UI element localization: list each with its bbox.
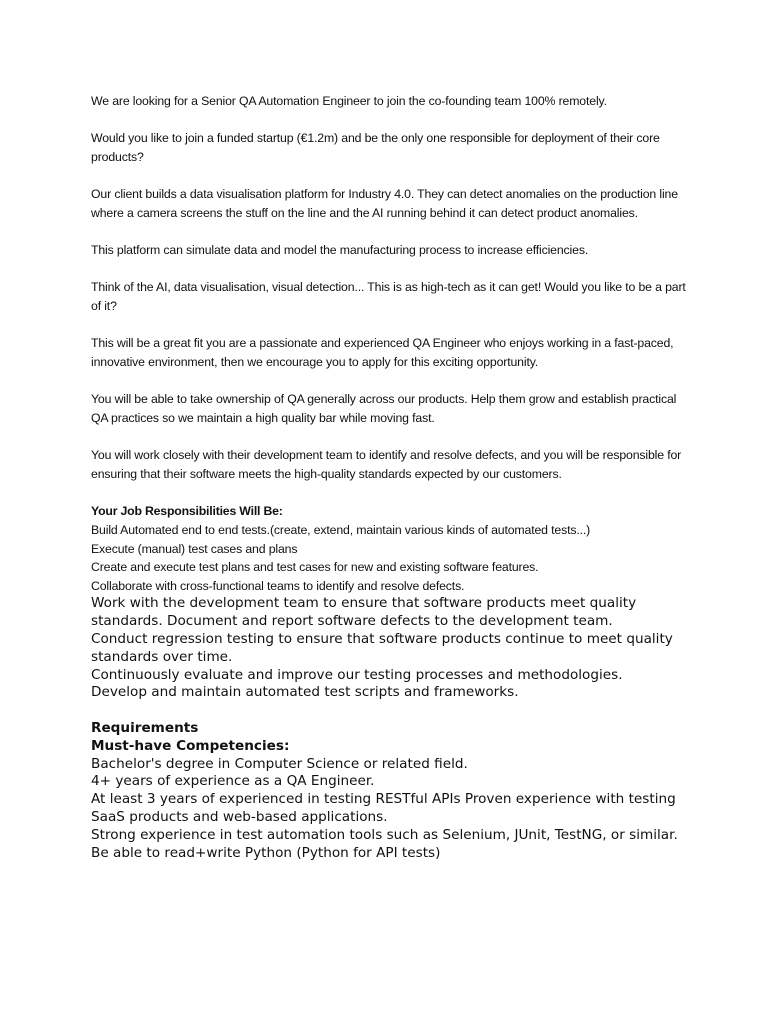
competencies-subheading: Must-have Competencies:: [91, 737, 290, 754]
requirement-item: Be able to read+write Python (Python for API tests): [91, 844, 441, 861]
responsibility-item: Develop and maintain automated test scripts and frameworks.: [91, 684, 519, 701]
responsibility-item: Collaborate with cross-functional teams to identify and resolve defects.: [91, 578, 465, 593]
responsibility-item: Conduct regression testing to ensure that software products continue to meet quality standards over time.: [91, 630, 673, 665]
requirement-item: Bachelor's degree in Computer Science or related field.: [91, 755, 468, 772]
collaboration-paragraph: You will work closely with their development team to identify and resolve defects, and you will be responsible for ensuring that their software meets the high-quality standards expected by our customers.: [91, 448, 682, 481]
high-tech-paragraph: Think of the AI, data visualisation, visual detection... This is as high-tech as it can get! Would you like to be a part of it?: [91, 280, 686, 313]
fit-paragraph: This will be a great fit you are a passionate and experienced QA Engineer who enjoys working in a fast-paced, innovative environment, then we encourage you to apply for this exciting opportunity.: [91, 336, 674, 369]
responsibility-item: Work with the development team to ensure that software products meet quality standards. Document and report software defects to the development team.: [91, 595, 637, 630]
platform-paragraph: This platform can simulate data and model the manufacturing process to increase efficiencies.: [91, 243, 589, 257]
funding-paragraph: Would you like to join a funded startup (€1.2m) and be the only one responsible for deployment of their core products?: [91, 131, 660, 164]
requirement-item: 4+ years of experience as a QA Engineer.: [91, 773, 375, 790]
responsibility-item: Execute (manual) test cases and plans: [91, 541, 298, 556]
requirement-item: At least 3 years of experienced in testing RESTful APIs Proven experience with testing SaaS products and web-based applications.: [91, 791, 676, 825]
requirement-item: Strong experience in test automation tools such as Selenium, JUnit, TestNG, or similar.: [91, 826, 678, 843]
client-paragraph: Our client builds a data visualisation platform for Industry 4.0. They can detect anomalies on the production line where a camera screens the stuff on the line and the AI running behind it can detect product anomalies.: [91, 187, 678, 220]
section-spacer: [91, 702, 691, 720]
responsibilities-section: [91, 502, 691, 702]
requirements-section: [91, 720, 691, 862]
responsibilities-heading: Your Job Responsibilities Will Be:: [91, 504, 283, 518]
job-description-document: [91, 92, 691, 862]
requirements-heading: Requirements: [91, 719, 199, 736]
intro-paragraph: We are looking for a Senior QA Automation Engineer to join the co-founding team 100% remotely.: [91, 94, 607, 108]
responsibility-item: Build Automated end to end tests.(create, extend, maintain various kinds of automated tests...): [91, 523, 591, 537]
responsibility-item: Continuously evaluate and improve our testing processes and methodologies.: [91, 666, 623, 683]
ownership-paragraph: You will be able to take ownership of QA generally across our products. Help them grow and establish practical QA practices so we maintain a high quality bar while moving fast.: [91, 392, 677, 425]
responsibility-item: Create and execute test plans and test cases for new and existing software features.: [91, 560, 539, 575]
